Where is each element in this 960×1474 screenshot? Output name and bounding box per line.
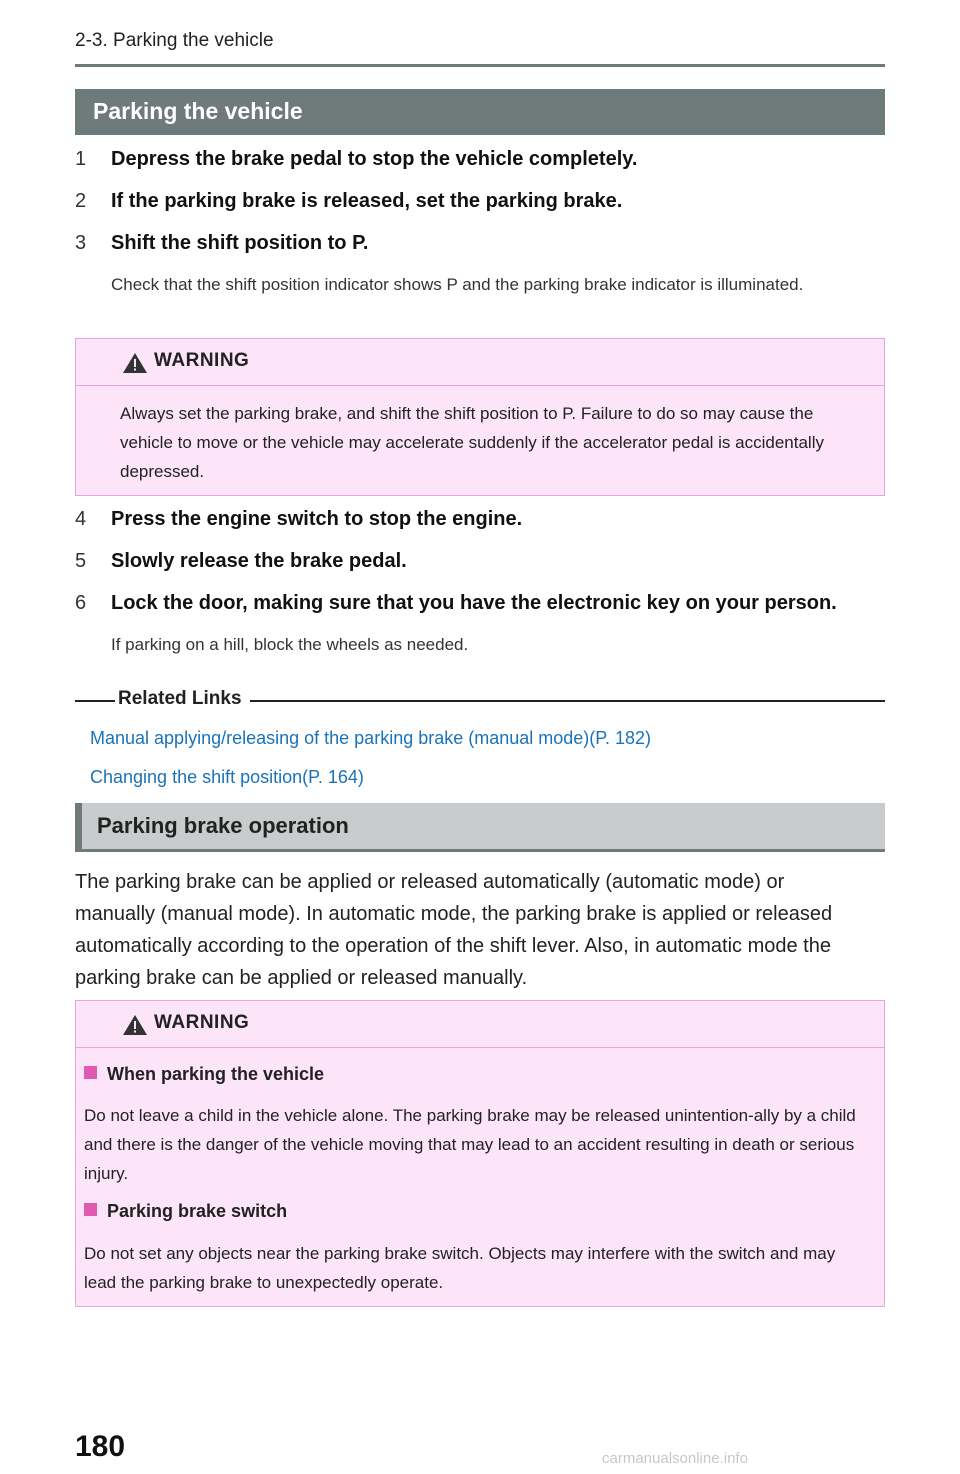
- warning-subheading-switch: Parking brake switch: [84, 1201, 287, 1222]
- page-number: 180: [75, 1430, 126, 1463]
- section-heading-parking: [75, 89, 885, 135]
- warning-text: Always set the parking brake, and shift the shift position to P. Failure to do so may cause the vehicle to move or the vehicle may accelerate suddenly if the accelerator pedal is accidentally depressed.: [120, 404, 824, 481]
- heading-accent: [75, 803, 82, 849]
- warning-label: WARNING: [154, 1012, 250, 1033]
- brake-operation-paragraph: The parking brake can be applied or released automatically (automatic mode) or manually (manual mode). In automatic mode, the parking brake is applied or released automatically according to the operation of the shift lever. Also, in automatic mode the parking brake can be applied or released manually.: [75, 871, 833, 989]
- step-4: 4 Press the engine switch to stop the engine.: [75, 508, 523, 530]
- step-1: 1 Depress the brake pedal to stop the vehicle completely.: [75, 148, 638, 170]
- step-3: 3 Shift the shift position to P.: [75, 232, 369, 254]
- header-divider: [75, 64, 885, 67]
- step-text: Lock the door, making sure that you have the electronic key on your person.: [111, 592, 837, 614]
- step-text: Depress the brake pedal to stop the vehicle completely.: [111, 148, 638, 170]
- related-rule-left: [75, 700, 115, 702]
- warning-triangle-icon: [122, 1014, 148, 1036]
- step-5: 5 Slowly release the brake pedal.: [75, 550, 407, 572]
- step-3-note: Check that the shift position indicator shows P and the parking brake indicator is illuminated.: [111, 275, 804, 294]
- warning-header: [76, 1001, 884, 1048]
- step-text: Press the engine switch to stop the engine.: [111, 508, 523, 530]
- warning-text-switch: Do not set any objects near the parking brake switch. Objects may interfere with the switch and may lead the parking brake to unexpectedly operate.: [84, 1244, 836, 1292]
- warning-text-parking: Do not leave a child in the vehicle alone. The parking brake may be released unintention-ally by a child and there is the danger of the vehicle moving that may lead to an accident resulting in death or serious injury.: [84, 1106, 856, 1183]
- warning-box-2: [75, 1000, 885, 1307]
- related-link-shift-position[interactable]: Changing the shift position(P. 164): [90, 767, 364, 787]
- step-2: 2 If the parking brake is released, set the parking brake.: [75, 190, 623, 212]
- watermark: carmanualsonline.info: [602, 1450, 748, 1467]
- related-links-title: Related Links: [118, 688, 242, 709]
- warning-subheading-parking: When parking the vehicle: [84, 1064, 324, 1085]
- step-6-note: If parking on a hill, block the wheels as needed.: [111, 635, 469, 654]
- warning-box-1: [75, 338, 885, 496]
- warning-triangle-icon: [122, 352, 148, 374]
- related-rule-right: [250, 700, 885, 702]
- related-link-parking-brake[interactable]: Manual applying/releasing of the parking brake (manual mode)(P. 182): [90, 728, 651, 748]
- step-text: If the parking brake is released, set the parking brake.: [111, 190, 623, 212]
- step-text: Slowly release the brake pedal.: [111, 550, 407, 572]
- warning-label: WARNING: [154, 350, 250, 371]
- warning-header: [76, 339, 884, 386]
- section-title: Parking brake operation: [97, 813, 349, 838]
- step-6: 6 Lock the door, making sure that you have the electronic key on your person.: [75, 592, 837, 614]
- square-bullet-icon: [84, 1066, 97, 1079]
- section-title: Parking the vehicle: [93, 98, 303, 124]
- square-bullet-icon: [84, 1203, 97, 1216]
- running-header: 2-3. Parking the vehicle: [75, 30, 274, 51]
- section-heading-brake-operation: [75, 803, 885, 852]
- step-text: Shift the shift position to P.: [111, 232, 369, 254]
